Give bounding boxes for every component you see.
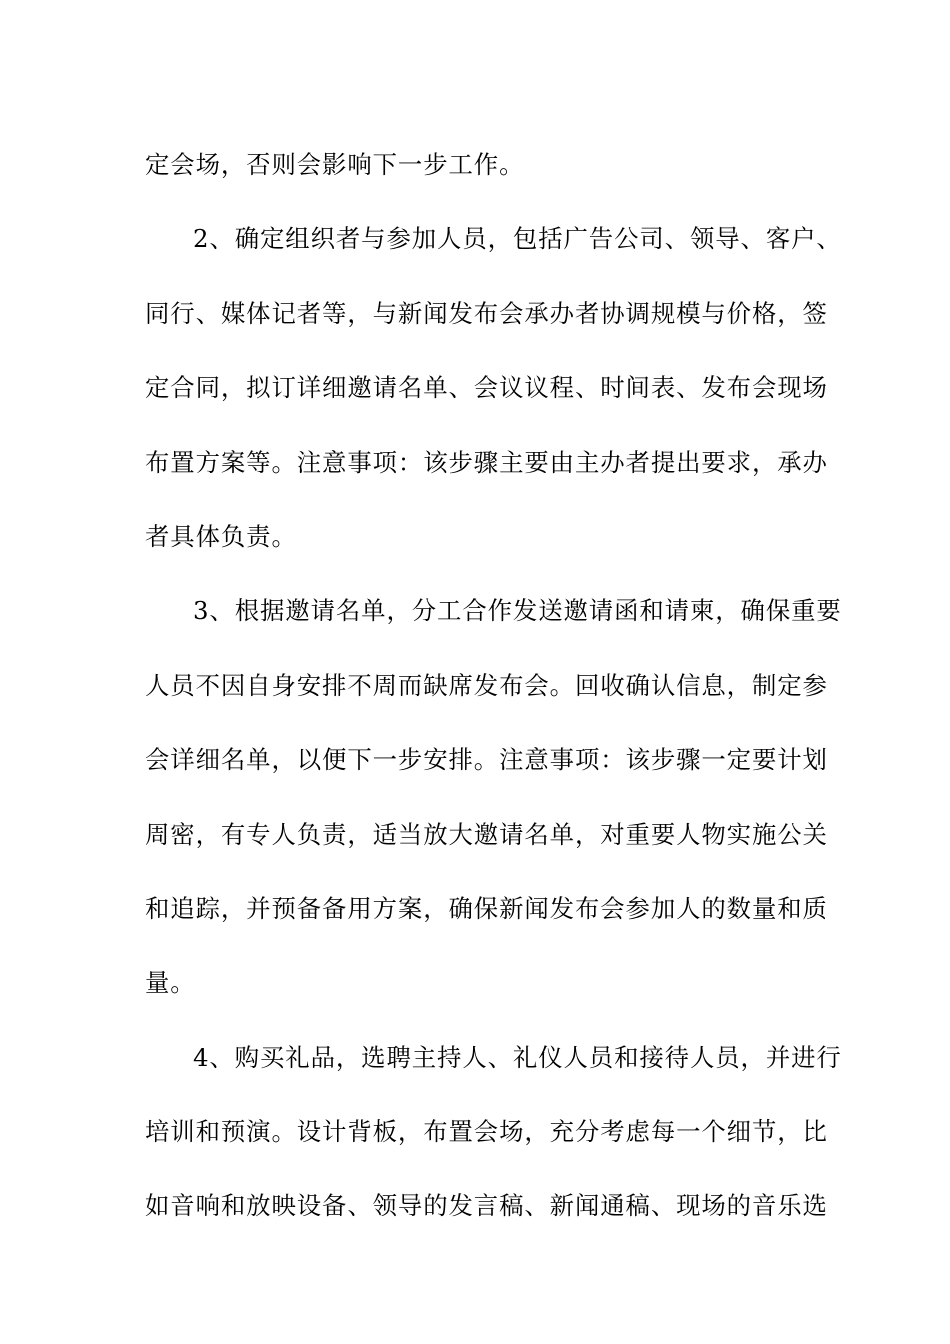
document-body bbox=[145, 128, 842, 1244]
text-line: 同行、媒体记者等，与新闻发布会承办者协调规模与价格，签 bbox=[145, 298, 828, 328]
text-line: 布置方案等。注意事项：该步骤主要由主办者提出要求，承办 bbox=[145, 447, 828, 477]
text-line: 4、购买礼品，选聘主持人、礼仪人员和接待人员，并进行 bbox=[193, 1042, 842, 1072]
text-line: 会详细名单，以便下一步安排。注意事项：该步骤一定要计划 bbox=[145, 745, 828, 775]
text-line: 周密，有专人负责，适当放大邀请名单，对重要人物实施公关 bbox=[145, 819, 828, 849]
text-line: 量。 bbox=[145, 968, 196, 998]
text-line: 2、确定组织者与参加人员，包括广告公司、领导、客户、 bbox=[193, 224, 842, 254]
text-line: 和追踪，并预备备用方案，确保新闻发布会参加人的数量和质 bbox=[145, 893, 828, 923]
text-line: 人员不因自身安排不周而缺席发布会。回收确认信息，制定参 bbox=[145, 670, 828, 700]
text-line: 定会场，否则会影响下一步工作。 bbox=[145, 150, 525, 179]
text-line: 定合同，拟订详细邀请名单、会议议程、时间表、发布会现场 bbox=[145, 373, 828, 403]
text-line: 如音响和放映设备、领导的发言稿、新闻通稿、现场的音乐选 bbox=[145, 1191, 828, 1221]
text-line: 者具体负责。 bbox=[145, 521, 297, 551]
text-line: 培训和预演。设计背板，布置会场，充分考虑每一个细节，比 bbox=[145, 1117, 828, 1147]
text-line: 3、根据邀请名单，分工合作发送邀请函和请柬，确保重要 bbox=[193, 596, 842, 626]
